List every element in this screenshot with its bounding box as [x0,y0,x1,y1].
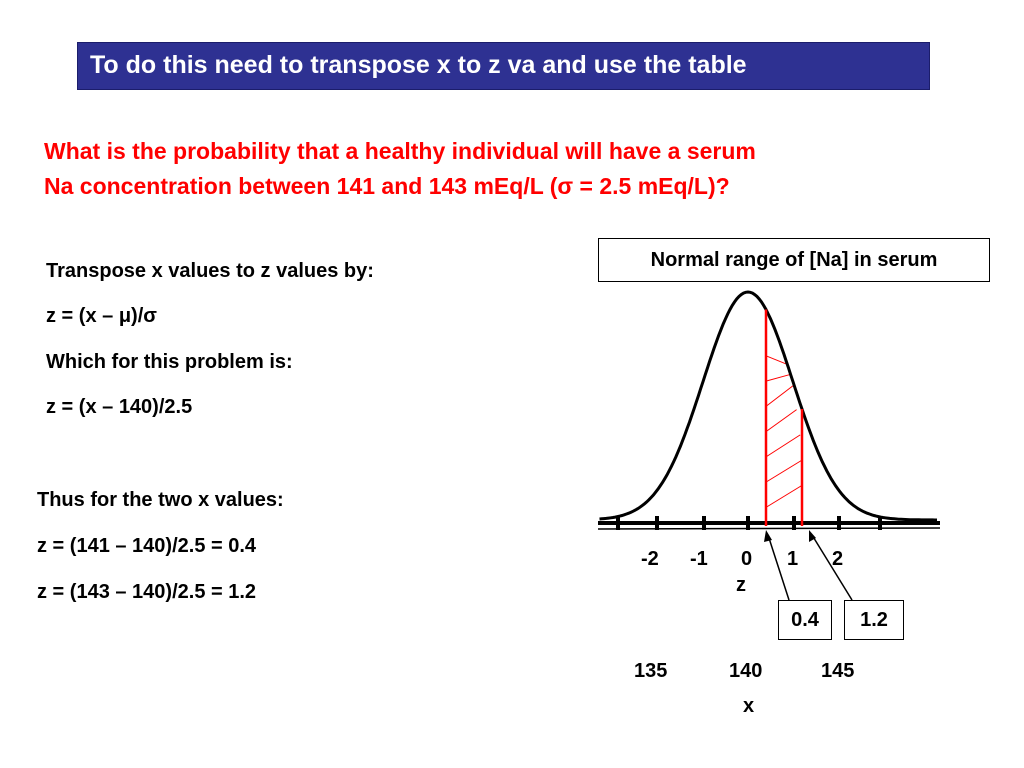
diagram-caption: Normal range of [Na] in serum [598,238,990,282]
hatch-line [766,375,789,381]
z-value-box-low: 0.4 [778,600,832,640]
pointer-to-0.4 [768,535,789,600]
x-axis-label: x [743,695,755,717]
question-line-2: Na concentration between 141 and 143 mEq/L (σ = 2.5 mEq/L)? [44,173,730,199]
thus-z-143: z = (143 – 140)/2.5 = 1.2 [37,581,257,603]
z-tick-label: -1 [690,548,708,570]
z-axis-label: z [736,574,746,596]
normal-curve [600,292,938,520]
z-tick-label: -2 [641,548,659,570]
z-value-box-high: 1.2 [844,600,904,640]
hatch-line [766,410,797,432]
z-axis-line-shadow [598,528,940,529]
hatch-line [766,386,793,407]
arrowhead-0.4 [764,530,772,542]
thus-line-1: Thus for the two x values: [37,489,284,511]
z-tick-label: 1 [787,548,799,570]
x-tick-label: 145 [821,660,855,682]
z-tick-label: 0 [741,548,753,570]
transpose-formula-specific: z = (x – 140)/2.5 [46,396,193,418]
thus-z-141: z = (141 – 140)/2.5 = 0.4 [37,535,257,557]
transpose-line-3: Which for this problem is: [46,351,293,373]
transpose-line-1: Transpose x values to z values by: [46,260,374,282]
transpose-formula: z = (x – μ)/σ [46,305,157,327]
question-line-1: What is the probability that a healthy individual will have a serum [44,138,756,164]
shaded-region [766,356,802,508]
hatch-line [766,356,786,364]
hatch-line [766,435,800,457]
z-tick-label: 2 [832,548,844,570]
x-tick-label: 140 [729,660,763,682]
x-tick-label: 135 [634,660,668,682]
slide-title: To do this need to transpose x to z va and use the table [90,51,747,79]
hatch-line [766,485,802,507]
hatch-line [766,460,802,482]
